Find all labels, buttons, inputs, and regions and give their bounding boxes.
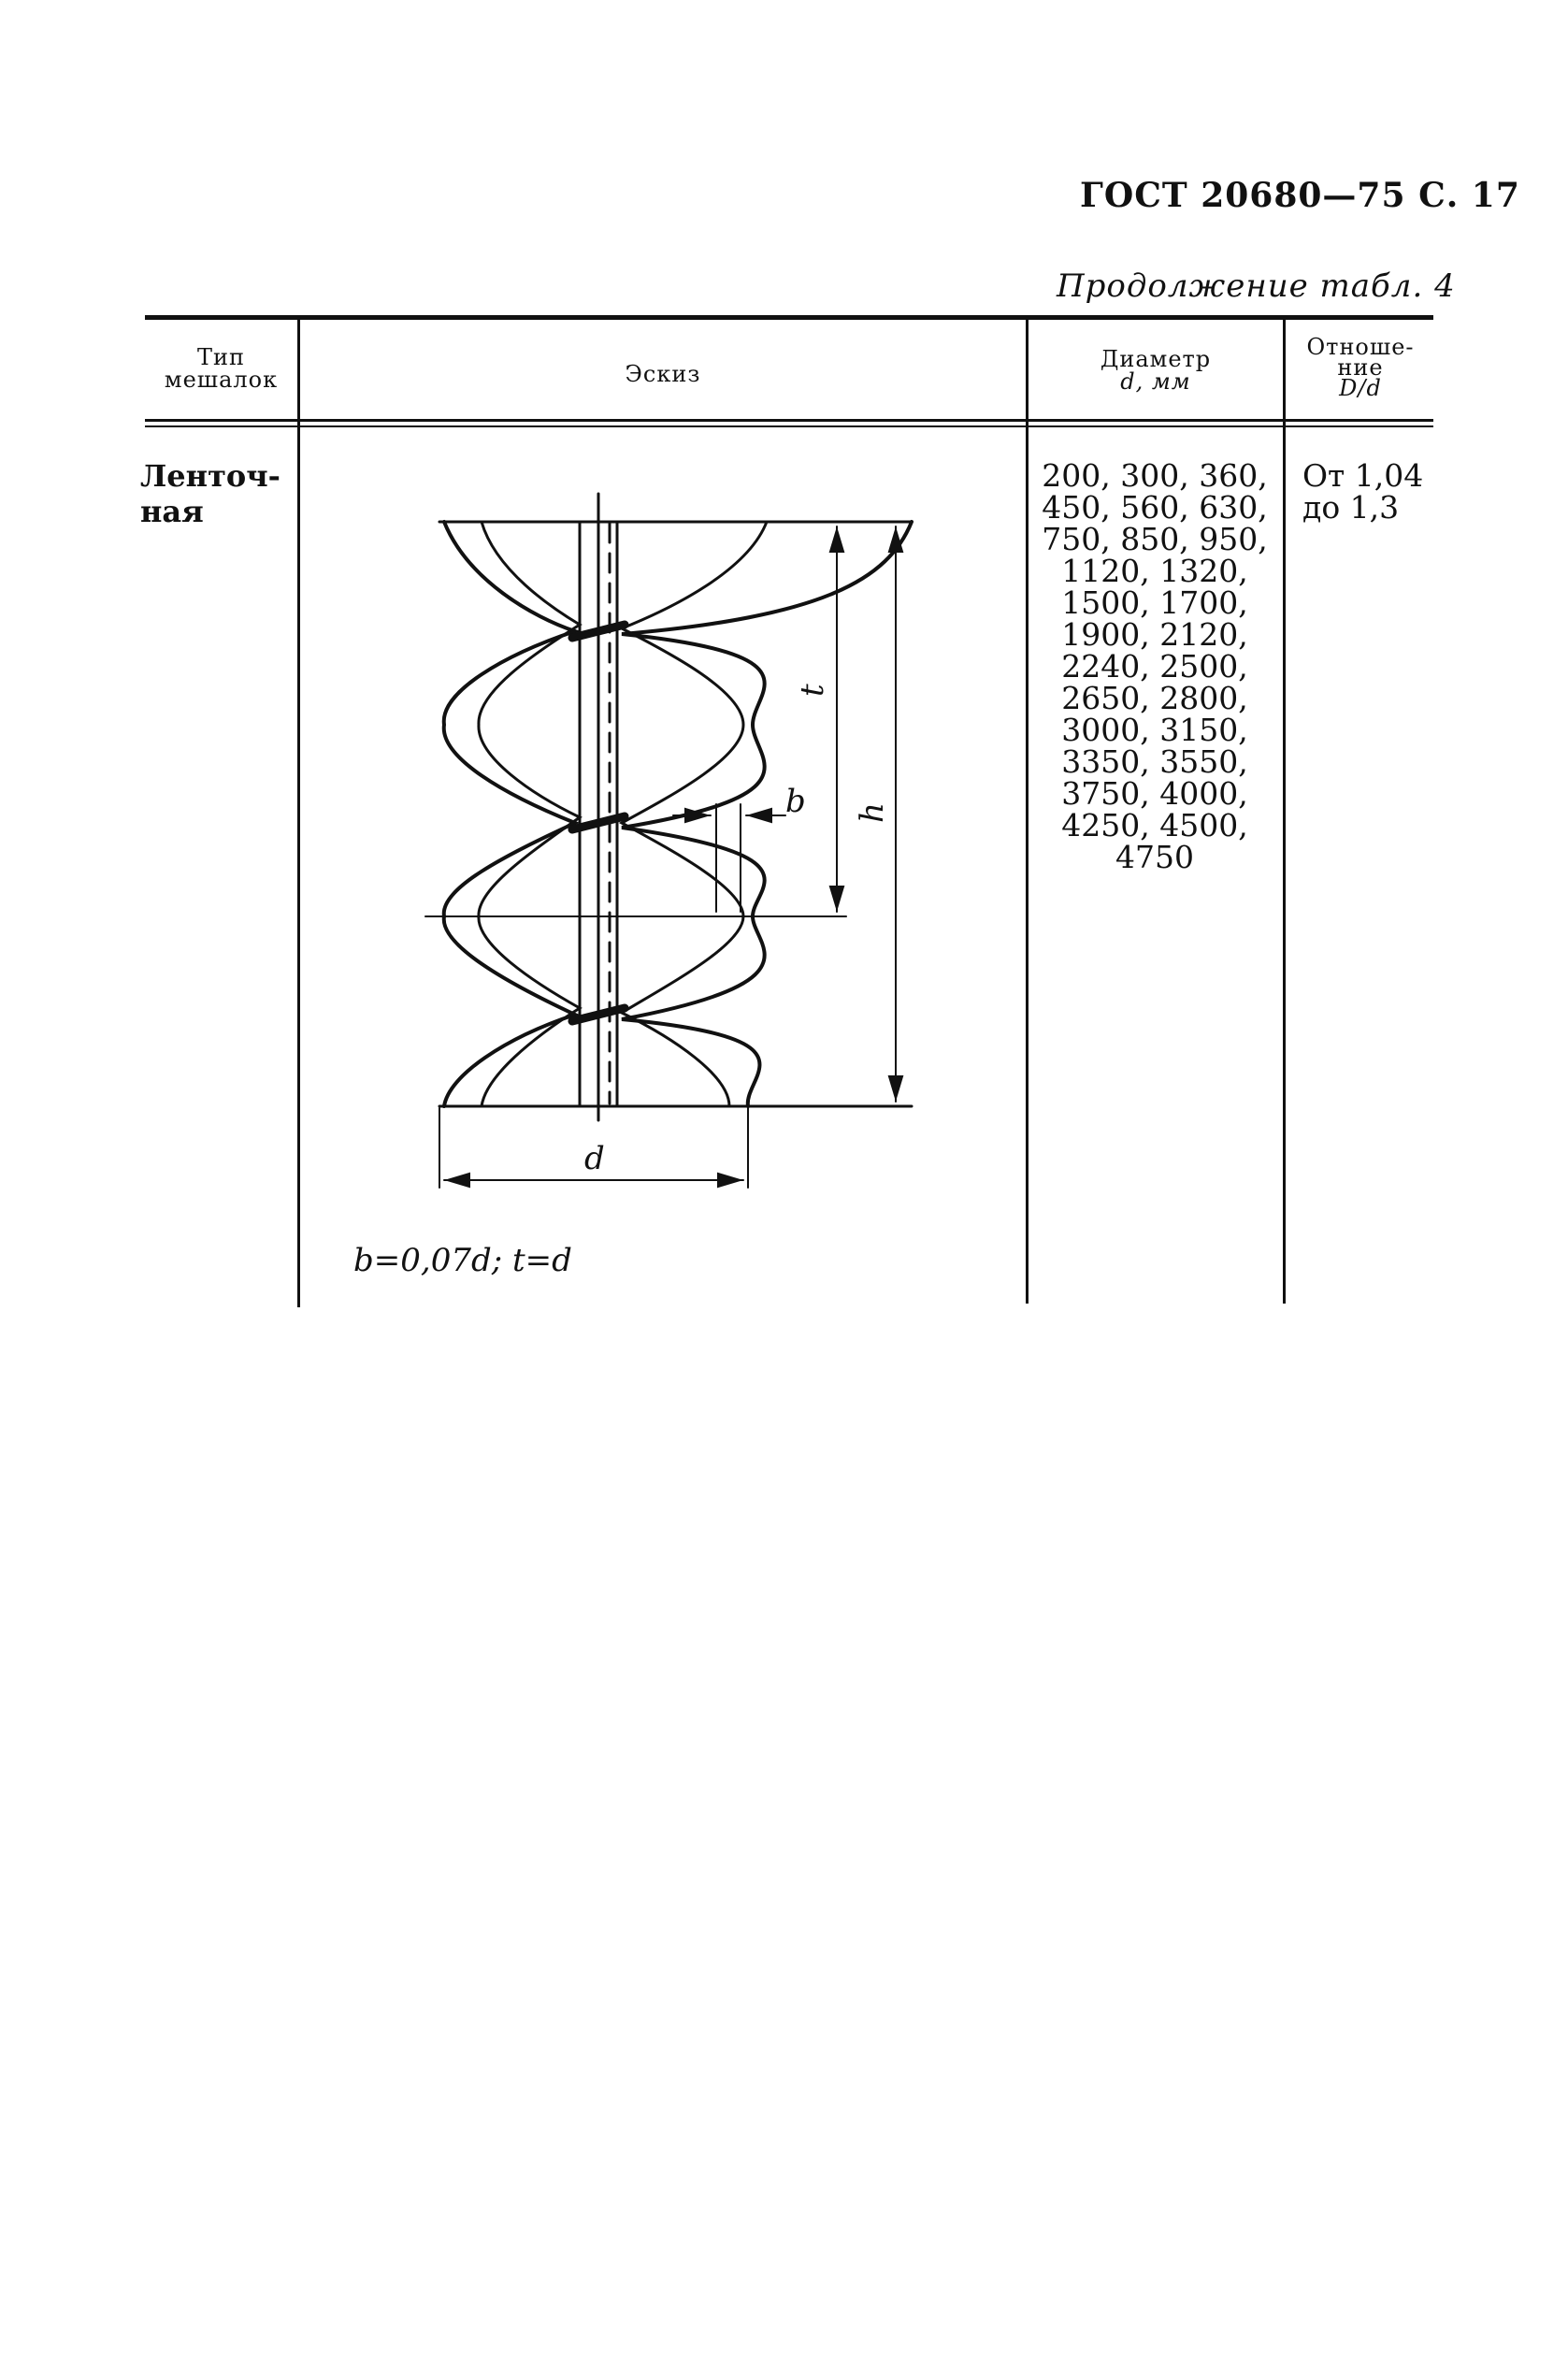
diameter-line: 200, 300, 360, bbox=[1042, 457, 1268, 494]
diameter-line: 1500, 1700, bbox=[1061, 584, 1248, 621]
diameter-line: 4750 bbox=[1115, 839, 1194, 875]
table-continuation-caption: Продолжение табл. 4 bbox=[1057, 267, 1456, 305]
column-header-ratio: Отноше- ние D/d bbox=[1306, 334, 1415, 401]
diameter-line: 3750, 4000, bbox=[1061, 775, 1248, 812]
ratio-range: От 1,04 до 1,3 bbox=[1302, 457, 1424, 526]
column-header-sketch: Эскиз bbox=[625, 361, 701, 387]
column-header-type: Тип мешалок bbox=[164, 344, 279, 393]
diameter-line: 1900, 2120, bbox=[1061, 616, 1248, 653]
diameter-line: 3350, 3550, bbox=[1061, 743, 1248, 780]
diameter-line: 2650, 2800, bbox=[1061, 680, 1248, 716]
diameter-line: 450, 560, 630, bbox=[1042, 489, 1268, 526]
dimension-label-d: d bbox=[584, 1140, 605, 1177]
sketch-formula: b=0,07d; t=d bbox=[353, 1242, 572, 1279]
diameter-line: 1120, 1320, bbox=[1061, 553, 1248, 589]
page-header: ГОСТ 20680—75 С. 17 bbox=[1080, 176, 1520, 215]
dimension-label-b: b bbox=[785, 783, 806, 820]
dimension-label-t: t bbox=[794, 684, 831, 697]
diameter-line: 4250, 4500, bbox=[1061, 807, 1248, 843]
mixer-type: Ленточ- ная bbox=[140, 458, 281, 529]
column-header-diameter: Диаметр d, мм bbox=[1100, 346, 1212, 395]
diameter-line: 750, 850, 950, bbox=[1042, 521, 1268, 557]
diameter-line: 2240, 2500, bbox=[1061, 648, 1248, 685]
diameter-line: 3000, 3150, bbox=[1061, 712, 1248, 748]
dimension-label-h: h bbox=[854, 802, 891, 823]
